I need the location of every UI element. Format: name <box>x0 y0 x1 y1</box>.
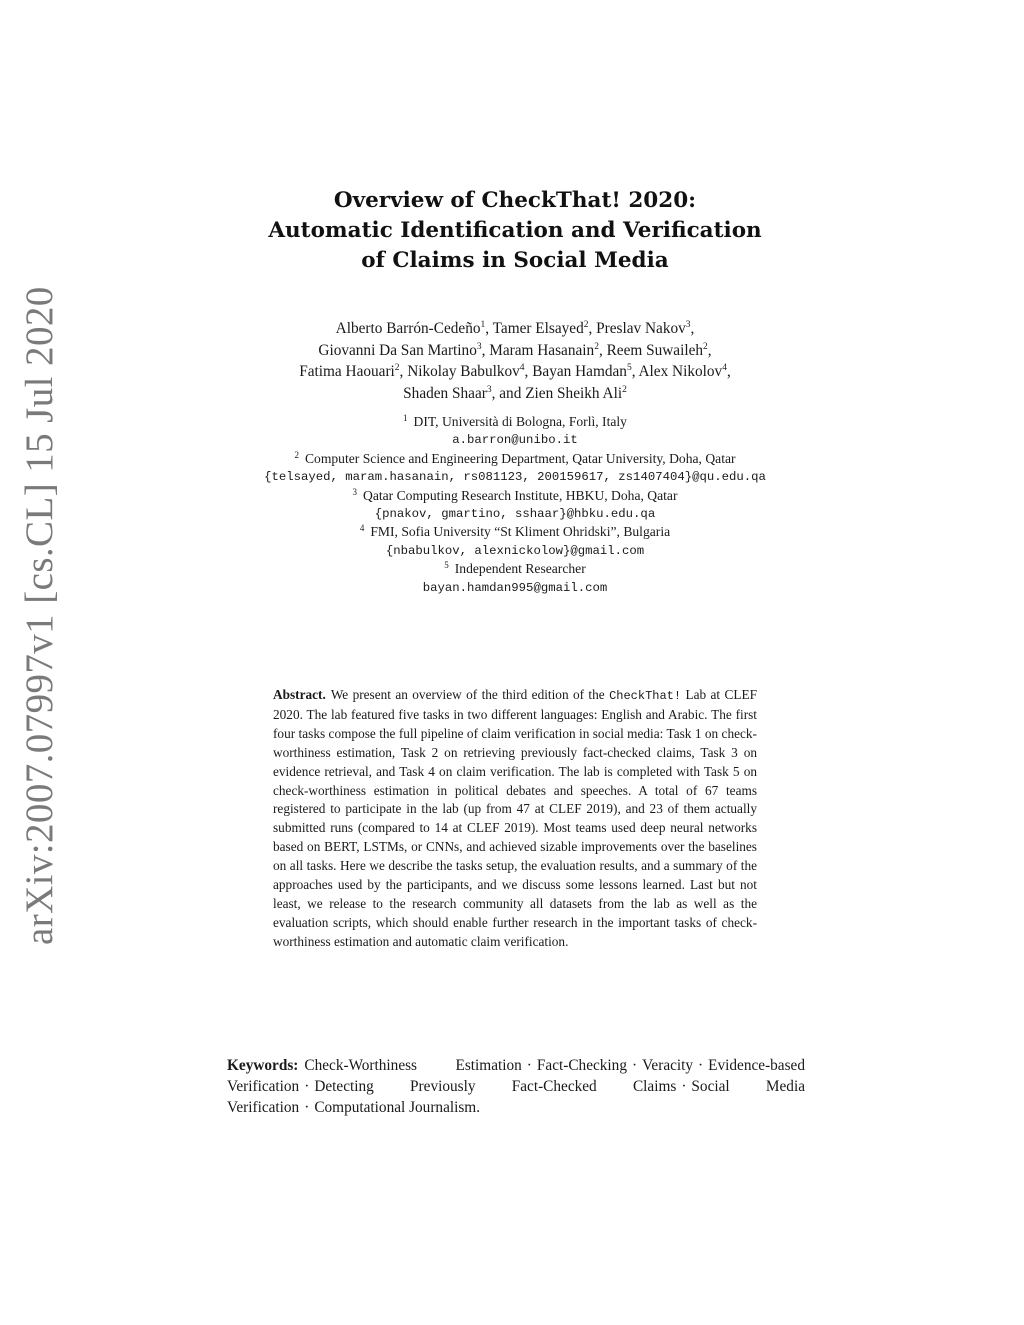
keyword-separator: · <box>631 1057 638 1074</box>
author-line: Shaden Shaar$^3$, and Zien Sheikh Ali$^2$ <box>403 384 627 402</box>
keyword: Social Media Verification <box>227 1078 805 1117</box>
keyword: Fact-Checking <box>536 1057 627 1074</box>
abstract <box>273 686 757 952</box>
author-line: Alberto Barrón-Cedeño$^1$, Tamer Elsayed$^2$, Preslav Nakov$^3$, <box>335 320 695 337</box>
title-line: Automatic Identification and Verification <box>268 218 762 243</box>
keyword: Computational Journalism. <box>314 1099 481 1117</box>
keyword-separator: · <box>526 1057 532 1074</box>
author-name: Preslav Nakov <box>596 320 686 337</box>
affiliation-email[interactable]: {telsayed, maram.hasanain, rs081123, 200159617, zs1407404}@qu.edu.qa <box>264 470 766 485</box>
keyword: Veracity <box>642 1057 694 1074</box>
author-name: Tamer Elsayed <box>492 320 584 337</box>
affiliation-email[interactable]: {pnakov, gmartino, sshaar}@hbku.edu.qa <box>374 507 656 522</box>
author-name: Alberto Barrón-Cedeño <box>335 320 481 337</box>
author-name: Bayan Hamdan <box>532 363 627 381</box>
author-affiliation-mark: 3 <box>476 341 482 352</box>
keyword: Check-Worthiness Estimation <box>304 1057 522 1074</box>
author-affiliation-mark: 5 <box>626 363 632 374</box>
keyword-separator: · <box>681 1078 687 1096</box>
affiliation-email[interactable]: {nbabulkov, alexnickolow}@gmail.com <box>385 543 645 558</box>
author-affiliation-mark: 2 <box>594 341 599 352</box>
keyword-separator: · <box>304 1078 310 1096</box>
author-affiliation-mark: 2 <box>583 320 589 330</box>
affiliation-name: $^2$ Computer Science and Engineering Department, Qatar University, Doha, Qatar <box>294 449 736 466</box>
affiliation-email[interactable]: a.barron@unibo.it <box>452 433 578 448</box>
affiliation-number: 3 <box>352 486 358 497</box>
keywords-label: Keywords: <box>227 1057 299 1074</box>
abstract-text-intro: We present an overview of the third edition of the <box>330 687 605 702</box>
affiliation-number: 5 <box>444 560 449 571</box>
affiliation-email[interactable]: bayan.hamdan995@gmail.com <box>422 580 608 595</box>
author-affiliation-mark: 3 <box>685 320 691 330</box>
author-name: Alex Nikolov <box>638 363 723 381</box>
affiliation-name: $^4$ FMI, Sofia University “St Kliment Ohridski”, Bulgaria <box>359 523 671 540</box>
author-name: Nikolay Babulkov <box>407 363 520 381</box>
abstract-text: Lab at CLEF 2020. The lab featured five tasks in two different languages: English and Arabic. The first four tasks compose the full pipeline of claim verification in social media: Task 1 on check-worthiness estimation, Task 2 on retrieving previously fact-checked claims, Task 3 on evidence retrieval, and Task 4 on claim verification. The lab is completed with Task 5 on check-worthiness estimation in political debates and speeches. A total of 67 teams registered to participate in the lab (up from 47 at CLEF 2019), and 23 of them actually submitted runs (compared to 14 at CLEF 2019). Most teams used deep neural networks based on BERT, LSTMs, or CNNs, and achieved sizable improvements over the baselines on all tasks. Here we describe the tasks setup, the evaluation results, and a summary of the approaches used by the participants, and we discuss some lessons learned. Last but not least, we release to the research community all datasets from the lab as well as the evaluation scripts, which should enable further research in the important tasks of check-worthiness estimation and automatic claim verification. <box>273 687 757 949</box>
affiliation-number: 2 <box>294 449 299 460</box>
author-affiliation-mark: 4 <box>722 363 727 374</box>
keywords <box>227 1055 805 1119</box>
lab-name: CheckThat! <box>609 689 682 703</box>
title-line: Overview of CheckThat! 2020: <box>333 188 697 213</box>
author-line: Fatima Haouari$^2$, Nikolay Babulkov$^4$, Bayan Hamdan$^5$, Alex Nikolov$^4$, <box>299 363 731 381</box>
author-name: Reem Suwaileh <box>606 341 704 359</box>
affiliation-name: $^5$ Independent Researcher <box>444 560 586 577</box>
affiliation-number: 4 <box>359 523 365 534</box>
keyword: Detecting Previously Fact-Checked Claims <box>314 1078 677 1096</box>
author-conjunction: and <box>499 384 522 402</box>
keyword-separator: · <box>698 1057 704 1074</box>
author-affiliation-mark: 2 <box>703 341 708 352</box>
author-name: Giovanni Da San Martino <box>318 341 477 359</box>
author-name: Fatima Haouari <box>299 363 395 381</box>
arxiv-identifier-stamp: arXiv:2007.07997v1 [cs.CL] 15 Jul 2020 <box>18 286 61 945</box>
author-line: Giovanni Da San Martino$^3$, Maram Hasanain$^2$, Reem Suwaileh$^2$, <box>318 341 712 359</box>
affiliation-number: 1 <box>403 413 408 423</box>
author-affiliation-mark: 3 <box>486 384 492 395</box>
author-affiliation-mark: 2 <box>622 384 627 395</box>
author-name: Maram Hasanain <box>489 341 595 359</box>
affiliation-list <box>200 413 830 597</box>
author-affiliation-mark: 1 <box>480 320 486 330</box>
author-name: Zien Sheikh Ali <box>525 384 623 402</box>
affiliation-name: $^3$ Qatar Computing Research Institute, HBKU, Doha, Qatar <box>352 486 678 503</box>
author-affiliation-mark: 4 <box>519 363 525 374</box>
author-name: Shaden Shaar <box>403 384 487 402</box>
keyword: Evidence-based Verification <box>227 1057 805 1096</box>
paper-title <box>200 186 830 276</box>
author-affiliation-mark: 2 <box>394 363 400 374</box>
affiliation-name: $^1$ DIT, Università di Bologna, Forlì, Italy <box>403 413 627 429</box>
title-line: of Claims in Social Media <box>361 248 669 273</box>
author-list <box>200 318 830 404</box>
keyword-separator: · <box>304 1099 310 1117</box>
abstract-label: Abstract. <box>273 687 326 702</box>
